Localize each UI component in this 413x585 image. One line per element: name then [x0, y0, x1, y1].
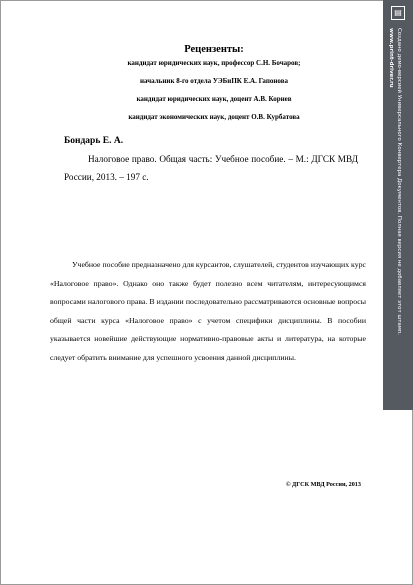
document-icon: ▤	[391, 6, 405, 20]
reviewers-block	[70, 44, 358, 122]
converter-stamp-sidebar	[383, 0, 413, 410]
bibliographic-description: Налоговое право. Общая часть: Учебное пособие. – М.: ДГСК МВД России, 2013. – 197 с.	[64, 154, 358, 182]
stamp-line-notice: Создано демо-версией Универсального Конвертера Документов. Полная версия не добавляет этот штамп.	[396, 28, 402, 336]
author-name: Бондарь Е. А.	[64, 136, 124, 146]
sidebar-inner	[383, 0, 413, 410]
reviewer-line: кандидат экономических наук, доцент О.В. Курбатова	[128, 113, 300, 121]
abstract-text: Учебное пособие предназначено для курсантов, слушателей, студентов изучающих курс «Налоговое право». Однако оно также будет полезно всем читателям, интересующимся вопросами налогового права. В издании последовательно рассматриваются основные вопросы общей части курса «Налоговое право» с учетом специфики дисциплины. В пособии указывается новейшие действующие нормативно-правовые акты и литература, на которые следует обратить внимание для успешного усвоения данной дисциплины.	[50, 260, 366, 362]
stamp-line-url: www.print-driver.ru	[388, 28, 394, 88]
copyright-notice: © ДГСК МВД России, 2013	[285, 481, 361, 488]
reviewer-line: начальник 8-го отдела УЭБиПК Е.А. Гапонова	[139, 77, 289, 85]
reviewers-title: Рецензенты:	[184, 44, 244, 55]
reviewer-line: кандидат юридических наук, доцент А.В. Корнев	[136, 95, 292, 103]
reviewer-line: кандидат юридических наук, профессор С.Н. Бочаров;	[127, 59, 301, 67]
document-page	[40, 44, 366, 368]
stamp-text	[387, 28, 403, 335]
